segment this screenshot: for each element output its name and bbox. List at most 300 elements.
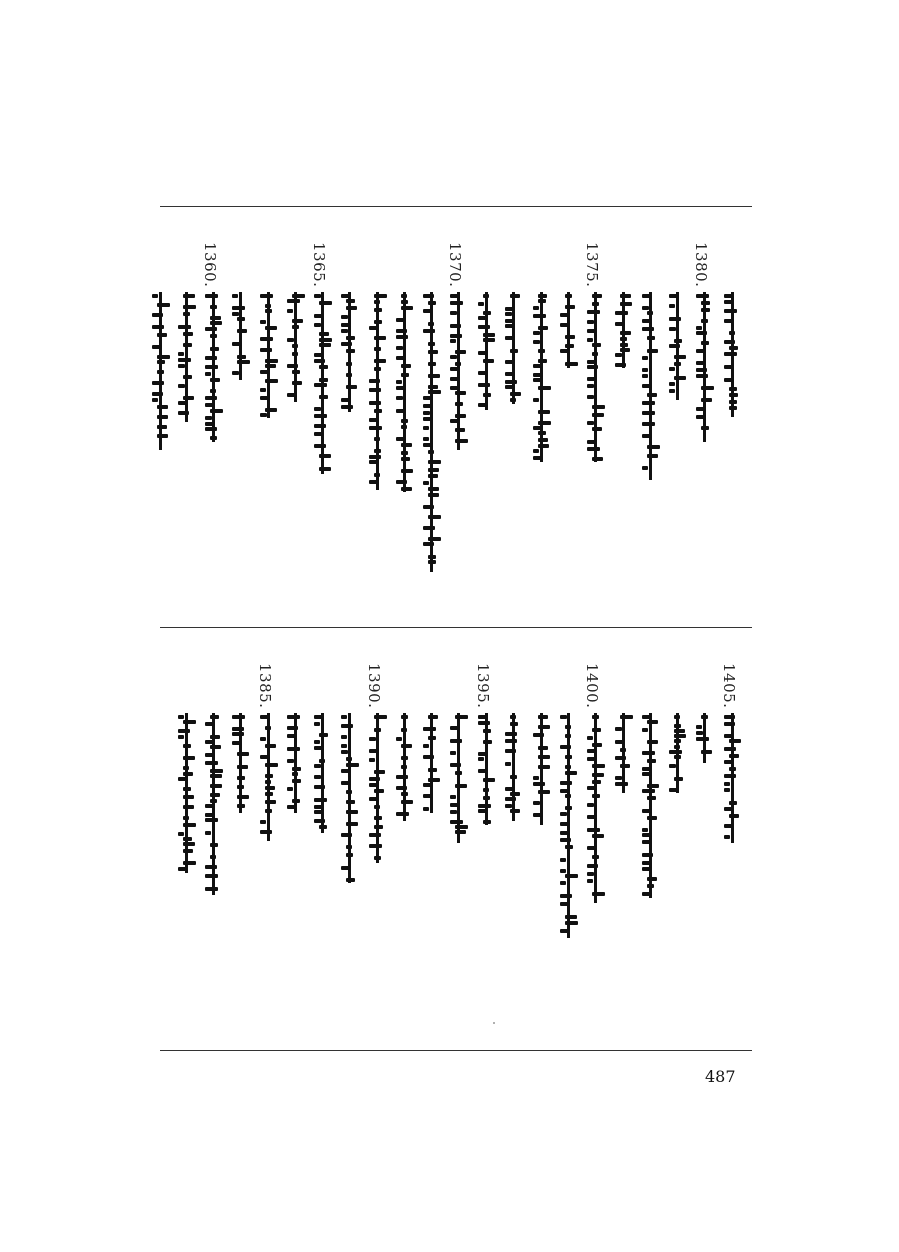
script-stroke bbox=[701, 341, 709, 345]
script-stroke bbox=[374, 789, 384, 793]
script-stroke bbox=[152, 392, 163, 396]
script-stroke bbox=[455, 715, 468, 719]
script-stroke bbox=[341, 294, 349, 298]
script-stroke bbox=[428, 322, 434, 326]
script-stroke bbox=[455, 350, 466, 354]
script-stroke bbox=[369, 388, 381, 392]
script-stroke bbox=[450, 355, 457, 359]
script-stroke bbox=[592, 834, 604, 838]
script-stroke bbox=[724, 309, 737, 313]
script-stroke bbox=[287, 759, 294, 763]
script-stroke bbox=[178, 729, 190, 733]
script-stroke bbox=[232, 727, 244, 731]
script-stroke bbox=[346, 878, 355, 882]
script-stroke bbox=[346, 349, 355, 353]
script-stroke bbox=[533, 364, 542, 368]
script-stroke bbox=[423, 505, 434, 509]
script-stroke bbox=[647, 336, 655, 340]
script-stroke bbox=[265, 800, 276, 804]
script-stroke bbox=[587, 338, 593, 342]
script-stroke bbox=[287, 338, 294, 342]
script-stroke bbox=[538, 410, 550, 414]
script-stroke bbox=[620, 764, 630, 768]
script-stroke bbox=[620, 348, 630, 352]
script-stroke bbox=[674, 376, 686, 380]
script-stroke bbox=[287, 393, 297, 397]
script-stroke bbox=[178, 867, 187, 871]
script-stroke bbox=[401, 469, 413, 473]
script-stroke bbox=[292, 325, 299, 329]
script-stroke bbox=[538, 359, 547, 363]
script-stroke bbox=[428, 385, 438, 389]
script-stroke bbox=[560, 822, 569, 826]
script-stroke bbox=[423, 542, 434, 546]
script-stroke bbox=[423, 744, 429, 748]
script-stroke bbox=[374, 728, 381, 732]
script-stroke bbox=[674, 362, 681, 366]
script-stroke bbox=[319, 733, 328, 737]
script-stroke bbox=[183, 805, 194, 809]
script-stroke bbox=[428, 374, 440, 378]
script-stroke bbox=[260, 755, 270, 759]
script-stem bbox=[594, 713, 597, 903]
script-stroke bbox=[178, 832, 184, 836]
script-stroke bbox=[205, 813, 215, 817]
script-stroke bbox=[178, 401, 186, 405]
mongolian-script-line bbox=[423, 292, 439, 572]
script-stroke bbox=[455, 784, 467, 788]
script-stroke bbox=[260, 294, 273, 298]
script-stroke bbox=[237, 752, 249, 756]
script-stroke bbox=[183, 744, 191, 748]
script-stroke bbox=[232, 306, 245, 310]
script-stroke bbox=[674, 755, 681, 759]
script-stroke bbox=[178, 715, 184, 719]
script-stroke bbox=[210, 843, 218, 847]
script-stroke bbox=[724, 788, 730, 792]
script-stroke bbox=[210, 347, 219, 351]
script-stroke bbox=[450, 334, 462, 338]
script-stroke bbox=[483, 796, 490, 800]
script-stroke bbox=[587, 749, 595, 753]
script-stroke bbox=[533, 449, 539, 453]
script-stroke bbox=[346, 373, 352, 377]
script-stroke bbox=[183, 396, 194, 400]
mongolian-script-line bbox=[615, 713, 631, 793]
script-stroke bbox=[450, 751, 456, 755]
script-stroke bbox=[205, 422, 213, 426]
script-stroke bbox=[205, 874, 218, 878]
script-stroke bbox=[587, 310, 600, 314]
mongolian-script-line bbox=[205, 292, 221, 442]
script-stroke bbox=[592, 743, 602, 747]
script-stroke bbox=[592, 352, 598, 356]
script-stroke bbox=[423, 309, 431, 313]
script-stroke bbox=[287, 299, 300, 303]
script-stroke bbox=[374, 359, 386, 363]
script-stroke bbox=[396, 329, 407, 333]
script-stroke bbox=[314, 785, 325, 789]
script-stroke bbox=[450, 795, 456, 799]
script-stroke bbox=[183, 772, 193, 776]
mongolian-script-line bbox=[696, 292, 712, 442]
script-stroke bbox=[265, 726, 271, 730]
mongolian-script-line bbox=[178, 292, 194, 422]
script-stroke bbox=[152, 398, 158, 402]
script-stroke bbox=[374, 715, 387, 719]
script-stroke bbox=[265, 763, 278, 767]
script-stroke bbox=[587, 872, 594, 876]
script-stroke bbox=[533, 378, 541, 382]
script-stroke bbox=[533, 782, 545, 786]
script-stroke bbox=[369, 758, 375, 762]
script-stroke bbox=[265, 309, 272, 313]
script-stroke bbox=[346, 385, 357, 389]
script-stroke bbox=[642, 789, 655, 793]
script-stroke bbox=[178, 325, 191, 329]
script-stroke bbox=[428, 450, 434, 454]
mongolian-script-line bbox=[260, 292, 276, 418]
mongolian-script-line bbox=[423, 713, 439, 813]
script-stroke bbox=[642, 772, 651, 776]
script-stroke bbox=[450, 311, 457, 315]
mongolian-script-line bbox=[369, 292, 385, 490]
script-stroke bbox=[647, 796, 656, 800]
script-stroke bbox=[560, 894, 572, 898]
script-stroke bbox=[292, 772, 298, 776]
mongolian-script-line bbox=[505, 713, 521, 821]
script-stroke bbox=[478, 383, 490, 387]
script-stroke bbox=[183, 816, 189, 820]
script-stroke bbox=[210, 745, 221, 749]
script-stroke bbox=[396, 737, 402, 741]
script-stroke bbox=[428, 342, 435, 346]
script-stroke bbox=[287, 715, 300, 719]
script-stroke bbox=[669, 389, 675, 393]
script-stroke bbox=[696, 374, 708, 378]
script-stroke bbox=[369, 783, 379, 787]
script-stroke bbox=[620, 343, 628, 347]
script-stroke bbox=[428, 560, 436, 564]
script-stroke bbox=[369, 480, 379, 484]
script-stroke bbox=[346, 810, 358, 814]
script-stroke bbox=[152, 325, 164, 329]
script-stroke bbox=[587, 360, 596, 364]
script-stroke bbox=[674, 724, 681, 728]
script-stroke bbox=[560, 881, 566, 885]
script-stroke bbox=[423, 411, 430, 415]
script-stroke bbox=[178, 777, 187, 781]
script-stroke bbox=[369, 326, 377, 330]
script-stroke bbox=[642, 892, 651, 896]
script-stroke bbox=[701, 301, 710, 305]
script-stroke bbox=[260, 830, 272, 834]
script-stroke bbox=[205, 396, 217, 400]
script-stroke bbox=[724, 365, 733, 369]
script-stroke bbox=[642, 833, 652, 837]
script-stroke bbox=[669, 294, 677, 298]
script-stroke bbox=[401, 457, 410, 461]
script-stroke bbox=[510, 809, 520, 813]
script-stroke bbox=[642, 327, 654, 331]
script-stroke bbox=[401, 300, 408, 304]
script-stroke bbox=[396, 786, 407, 790]
script-stroke bbox=[314, 798, 327, 802]
script-stroke bbox=[265, 379, 278, 383]
script-stroke bbox=[669, 304, 675, 308]
script-stroke bbox=[183, 294, 195, 298]
script-stroke bbox=[210, 715, 219, 719]
script-stroke bbox=[369, 833, 381, 837]
script-stroke bbox=[178, 411, 189, 415]
script-stroke bbox=[533, 733, 544, 737]
script-stroke bbox=[642, 767, 651, 771]
script-stroke bbox=[260, 370, 270, 374]
script-stroke bbox=[620, 748, 626, 752]
script-stroke bbox=[560, 929, 569, 933]
script-stroke bbox=[538, 438, 548, 442]
script-stroke bbox=[615, 740, 624, 744]
script-stroke bbox=[292, 799, 300, 803]
script-stroke bbox=[183, 861, 196, 865]
mongolian-script-line bbox=[696, 713, 712, 763]
script-stroke bbox=[210, 436, 217, 440]
script-stroke bbox=[314, 740, 320, 744]
script-stroke bbox=[587, 395, 594, 399]
script-stroke bbox=[369, 460, 377, 464]
script-stroke bbox=[560, 902, 570, 906]
script-stroke bbox=[450, 301, 463, 305]
script-stroke bbox=[396, 812, 409, 816]
script-stroke bbox=[314, 424, 326, 428]
script-stroke bbox=[533, 331, 540, 335]
script-stroke bbox=[510, 294, 520, 298]
script-stroke bbox=[423, 294, 434, 298]
line-number: 1395. bbox=[474, 663, 492, 709]
script-stroke bbox=[450, 726, 460, 730]
script-stroke bbox=[615, 311, 628, 315]
script-stem bbox=[540, 713, 543, 825]
script-stroke bbox=[157, 415, 168, 419]
script-stroke bbox=[396, 409, 405, 413]
script-stroke bbox=[178, 364, 185, 368]
script-stroke bbox=[205, 831, 211, 835]
script-stroke bbox=[674, 745, 680, 749]
script-stroke bbox=[647, 877, 657, 881]
script-stroke bbox=[423, 437, 429, 441]
script-stroke bbox=[265, 786, 275, 790]
script-stroke bbox=[319, 378, 328, 382]
script-stroke bbox=[455, 428, 465, 432]
script-stroke bbox=[265, 744, 276, 748]
script-stroke bbox=[724, 747, 736, 751]
script-stroke bbox=[314, 715, 324, 719]
script-stroke bbox=[210, 305, 217, 309]
script-stroke bbox=[669, 344, 680, 348]
script-stroke bbox=[396, 356, 404, 360]
script-stroke bbox=[152, 381, 164, 385]
script-stroke bbox=[483, 311, 491, 315]
script-stroke bbox=[592, 773, 604, 777]
script-stroke bbox=[538, 326, 548, 330]
script-stroke bbox=[696, 294, 709, 298]
script-stroke bbox=[346, 763, 359, 767]
script-stroke bbox=[587, 320, 594, 324]
script-stroke bbox=[260, 715, 269, 719]
script-stroke bbox=[396, 335, 408, 339]
script-stroke bbox=[696, 326, 702, 330]
script-stroke bbox=[369, 777, 380, 781]
script-stroke bbox=[396, 386, 404, 390]
script-stroke bbox=[157, 425, 167, 429]
script-stroke bbox=[314, 314, 323, 318]
script-stroke bbox=[478, 769, 486, 773]
script-stroke bbox=[401, 443, 412, 447]
script-stroke bbox=[729, 393, 738, 397]
script-stroke bbox=[505, 372, 515, 376]
script-stroke bbox=[647, 884, 654, 888]
script-stroke bbox=[423, 783, 431, 787]
script-stroke bbox=[314, 383, 327, 387]
script-stroke bbox=[237, 765, 248, 769]
script-stroke bbox=[423, 443, 433, 447]
script-stroke bbox=[455, 414, 466, 418]
script-stroke bbox=[183, 332, 193, 336]
script-stroke bbox=[647, 311, 653, 315]
script-stroke bbox=[423, 404, 431, 408]
script-stroke bbox=[587, 329, 596, 333]
script-stroke bbox=[369, 455, 381, 459]
script-stroke bbox=[647, 759, 656, 763]
script-stroke bbox=[428, 736, 436, 740]
script-stroke bbox=[232, 715, 245, 719]
script-stroke bbox=[647, 784, 659, 788]
script-stroke bbox=[565, 305, 575, 309]
script-stroke bbox=[401, 715, 408, 719]
script-stroke bbox=[287, 364, 298, 368]
script-stroke bbox=[701, 750, 712, 754]
script-stroke bbox=[592, 715, 599, 719]
script-stroke bbox=[724, 300, 733, 304]
script-stroke bbox=[565, 755, 572, 759]
script-stroke bbox=[341, 744, 347, 748]
upper-text-block bbox=[160, 206, 752, 627]
script-stroke bbox=[533, 373, 543, 377]
script-stroke bbox=[642, 751, 655, 755]
script-stroke bbox=[374, 825, 383, 829]
mongolian-script-line bbox=[341, 713, 357, 883]
script-stroke bbox=[592, 294, 602, 298]
script-stroke bbox=[483, 333, 495, 337]
script-stroke bbox=[346, 853, 353, 857]
script-stroke bbox=[341, 781, 351, 785]
script-stroke bbox=[450, 739, 462, 743]
script-stroke bbox=[560, 858, 566, 862]
script-stroke bbox=[724, 734, 732, 738]
script-stroke bbox=[642, 853, 653, 857]
line-number: 1365. bbox=[310, 242, 328, 288]
script-stroke bbox=[157, 405, 168, 409]
script-stroke bbox=[428, 474, 438, 478]
script-stroke bbox=[538, 421, 551, 425]
script-stroke bbox=[592, 764, 605, 768]
script-stroke bbox=[314, 432, 322, 436]
script-stroke bbox=[647, 740, 658, 744]
script-stroke bbox=[510, 722, 518, 726]
script-stroke bbox=[538, 790, 550, 794]
script-stroke bbox=[346, 362, 352, 366]
script-stroke bbox=[455, 391, 466, 395]
script-stroke bbox=[505, 762, 511, 766]
script-stroke bbox=[205, 294, 218, 298]
script-stroke bbox=[374, 816, 382, 820]
script-stroke bbox=[319, 467, 331, 471]
script-stroke bbox=[265, 359, 278, 363]
script-stroke bbox=[587, 447, 600, 451]
script-stroke bbox=[483, 788, 489, 792]
script-stroke bbox=[260, 337, 273, 341]
script-stroke bbox=[587, 879, 593, 883]
script-stroke bbox=[237, 795, 249, 799]
script-stroke bbox=[538, 755, 550, 759]
script-stroke bbox=[587, 440, 595, 444]
script-stroke bbox=[287, 787, 293, 791]
script-stroke bbox=[587, 815, 597, 819]
mongolian-script-line bbox=[314, 292, 330, 474]
script-stroke bbox=[729, 754, 739, 758]
script-stroke bbox=[450, 419, 458, 423]
script-stroke bbox=[729, 331, 735, 335]
script-stroke bbox=[341, 323, 351, 327]
script-stroke bbox=[396, 380, 402, 384]
mongolian-script-line bbox=[178, 713, 194, 873]
script-stroke bbox=[287, 747, 300, 751]
script-stroke bbox=[615, 353, 622, 357]
script-stroke bbox=[401, 373, 409, 377]
script-stroke bbox=[587, 864, 598, 868]
script-stroke bbox=[346, 299, 355, 303]
script-stroke bbox=[592, 343, 601, 347]
script-stroke bbox=[642, 828, 648, 832]
script-stroke bbox=[265, 364, 276, 368]
script-stroke bbox=[478, 715, 486, 719]
script-stroke bbox=[696, 737, 709, 741]
script-stroke bbox=[314, 746, 324, 750]
script-stroke bbox=[592, 302, 599, 306]
script-stroke bbox=[314, 294, 321, 298]
mongolian-script-line bbox=[232, 292, 248, 380]
script-stroke bbox=[396, 346, 403, 350]
script-stroke bbox=[538, 349, 545, 353]
mongolian-script-line bbox=[152, 292, 168, 450]
script-stroke bbox=[232, 312, 239, 316]
script-stem bbox=[703, 292, 706, 442]
script-stroke bbox=[314, 805, 323, 809]
script-stroke bbox=[260, 413, 267, 417]
script-stroke bbox=[401, 306, 413, 310]
script-stroke bbox=[374, 409, 382, 413]
script-stroke bbox=[428, 555, 436, 559]
script-stroke bbox=[483, 359, 494, 363]
script-stem bbox=[457, 292, 460, 450]
script-stroke bbox=[587, 757, 597, 761]
script-stroke bbox=[210, 793, 220, 797]
script-stroke bbox=[346, 800, 355, 804]
script-stroke bbox=[696, 361, 705, 365]
script-stroke bbox=[314, 444, 326, 448]
script-stroke bbox=[369, 844, 382, 848]
script-stroke bbox=[401, 487, 412, 491]
